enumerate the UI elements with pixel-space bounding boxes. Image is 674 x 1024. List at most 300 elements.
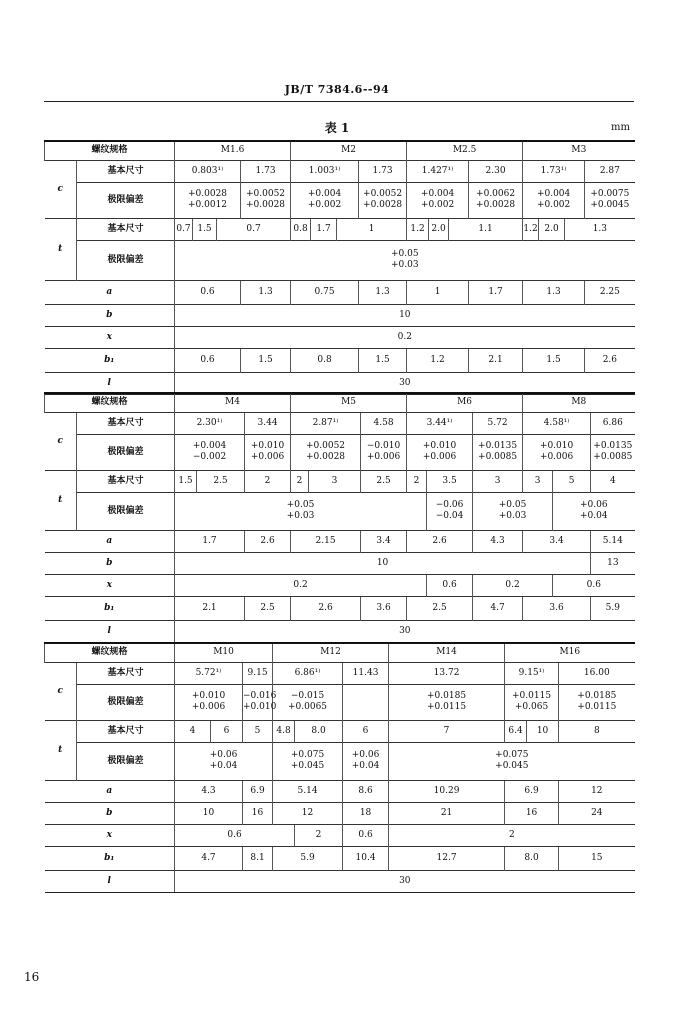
value-cell: 4.58¹⁾	[523, 412, 591, 434]
value-cell: 10.4	[343, 846, 389, 870]
value-cell: 2.87	[585, 160, 635, 182]
value-cell: 8.0	[505, 846, 559, 870]
limit-label: 极限偏差	[77, 240, 175, 280]
value-cell: 12.7	[389, 846, 505, 870]
value-cell: 1.2	[407, 348, 469, 372]
lower-deviation: +0.045	[290, 761, 325, 771]
value-cell: 6.4	[505, 720, 527, 742]
value-cell: 6.9	[505, 780, 559, 802]
upper-deviation: +0.075	[495, 750, 529, 760]
value-cell: 4.58	[361, 412, 407, 434]
value-cell: 5	[553, 470, 591, 492]
lower-deviation: +0.03	[286, 511, 315, 521]
value-cell: 3.5	[427, 470, 473, 492]
tolerance-cell	[473, 492, 553, 530]
size-heading: M5	[291, 393, 407, 412]
basic-label: 基本尺寸	[77, 662, 175, 684]
value-cell: 2.0	[429, 218, 449, 240]
value-cell: 8.1	[243, 846, 273, 870]
tolerance-cell	[359, 182, 407, 218]
value-cell: 9.15¹⁾	[505, 662, 559, 684]
value-cell: 2	[291, 470, 309, 492]
value-cell: 0.7	[175, 218, 193, 240]
tolerance-cell	[559, 684, 635, 720]
value-cell: 2	[295, 824, 343, 846]
tolerance-cell	[523, 182, 585, 218]
value-cell: 0.7	[217, 218, 291, 240]
symbol-t: t	[45, 218, 77, 280]
value-cell: 1.2	[523, 218, 539, 240]
lower-deviation: +0.0065	[288, 702, 328, 712]
value-cell: 2.5	[361, 470, 407, 492]
size-heading: M4	[175, 393, 291, 412]
spec-table-m4-to-m8	[44, 392, 635, 643]
value-cell: 0.2	[175, 326, 635, 348]
value-cell: 12	[273, 802, 343, 824]
value-cell: 1.2	[407, 218, 429, 240]
value-cell: 1	[337, 218, 407, 240]
value-cell: 2.6	[245, 530, 291, 552]
value-cell: 6	[343, 720, 389, 742]
value-cell: 3.6	[361, 596, 407, 620]
a-row	[45, 530, 635, 552]
upper-deviation: +0.010	[539, 441, 574, 451]
value-cell: 0.6	[175, 348, 241, 372]
c-basic-row	[45, 160, 635, 182]
value-cell: 0.6	[175, 824, 295, 846]
upper-deviation: +0.004	[536, 189, 571, 199]
upper-deviation: +0.05	[286, 500, 315, 510]
size-heading: M3	[523, 141, 635, 160]
value-cell: 2.30	[469, 160, 523, 182]
value-cell: 2.5	[197, 470, 245, 492]
size-heading: M12	[273, 643, 389, 662]
upper-deviation: +0.0052	[246, 189, 286, 199]
tolerance-cell	[343, 742, 389, 780]
value-cell: 1.7	[311, 218, 337, 240]
value-cell: 1	[407, 280, 469, 304]
lower-deviation: +0.002	[307, 200, 342, 210]
value-cell: 0.803¹⁾	[175, 160, 241, 182]
spec-table-m1-6-to-m3	[44, 140, 635, 395]
unit-label: mm	[611, 122, 630, 133]
value-cell: 30	[175, 870, 635, 892]
value-cell: 4	[591, 470, 635, 492]
value-cell: 16.00	[559, 662, 635, 684]
value-cell: 2.5	[407, 596, 473, 620]
value-cell: 2.15	[291, 530, 361, 552]
t-limit-row	[45, 240, 635, 280]
value-cell: 1.3	[241, 280, 291, 304]
value-cell: 2.1	[175, 596, 245, 620]
value-cell: 3.44¹⁾	[407, 412, 473, 434]
tolerance-cell	[291, 434, 361, 470]
lower-deviation: +0.0028	[306, 452, 346, 462]
value-cell: 3.6	[523, 596, 591, 620]
value-cell: 6	[211, 720, 243, 742]
symbol-l: l	[45, 372, 175, 394]
value-cell: 4.3	[175, 780, 243, 802]
l-row	[45, 372, 635, 394]
limit-label: 极限偏差	[77, 434, 175, 470]
tolerance-cell	[343, 684, 389, 720]
upper-deviation: +0.004	[420, 189, 455, 199]
value-cell: 3	[523, 470, 553, 492]
l-row	[45, 620, 635, 642]
tolerance-cell	[243, 684, 277, 720]
lower-deviation: +0.002	[420, 200, 455, 210]
upper-deviation: +0.05	[498, 500, 527, 510]
lower-deviation: +0.006	[366, 452, 401, 462]
value-cell: 0.6	[553, 574, 635, 596]
upper-deviation: +0.06	[580, 500, 608, 510]
lower-deviation: +0.04	[580, 511, 608, 521]
x-row	[45, 824, 635, 846]
value-cell: 1.5	[523, 348, 585, 372]
upper-deviation: −0.016	[243, 691, 277, 701]
value-cell: 2.6	[585, 348, 635, 372]
upper-deviation: +0.06	[351, 750, 380, 760]
lower-deviation: +0.006	[250, 452, 285, 462]
value-cell: 13	[591, 552, 635, 574]
tolerance-cell	[175, 434, 245, 470]
value-cell: 2.6	[291, 596, 361, 620]
lower-deviation: +0.0115	[577, 702, 617, 712]
value-cell: 2	[407, 470, 427, 492]
b1-row	[45, 348, 635, 372]
lower-deviation: +0.006	[191, 702, 226, 712]
symbol-a: a	[45, 530, 175, 552]
t-basic-row	[45, 720, 635, 742]
size-heading: M1.6	[175, 141, 291, 160]
size-heading: M16	[505, 643, 635, 662]
value-cell: 2	[245, 470, 291, 492]
upper-deviation: +0.0062	[476, 189, 516, 199]
lower-deviation: +0.0028	[363, 200, 403, 210]
spec-row	[45, 141, 635, 160]
page-number: 16	[24, 970, 40, 984]
basic-label: 基本尺寸	[77, 160, 175, 182]
lower-deviation: +0.0028	[476, 200, 516, 210]
lower-deviation: +0.045	[495, 761, 529, 771]
value-cell: 1.3	[359, 280, 407, 304]
value-cell: 0.6	[427, 574, 473, 596]
lower-deviation: +0.04	[209, 761, 238, 771]
lower-deviation: +0.0085	[593, 452, 633, 462]
symbol-a: a	[45, 780, 175, 802]
value-cell: 1.3	[565, 218, 635, 240]
tolerance-cell	[585, 182, 635, 218]
value-cell: 15	[559, 846, 635, 870]
value-cell: 10	[175, 802, 243, 824]
tolerance-cell	[175, 182, 241, 218]
value-cell: 7	[389, 720, 505, 742]
limit-label: 极限偏差	[77, 684, 175, 720]
upper-deviation: +0.06	[209, 750, 238, 760]
value-cell: 5.14	[591, 530, 635, 552]
document-header: JB/T 7384.6--94	[284, 83, 390, 96]
c-limit-row	[45, 684, 635, 720]
upper-deviation: +0.010	[422, 441, 457, 451]
tolerance-cell	[389, 684, 505, 720]
value-cell: 8.0	[295, 720, 343, 742]
lower-deviation: −0.002	[192, 452, 227, 462]
value-cell: 2.0	[539, 218, 565, 240]
c-basic-row	[45, 412, 635, 434]
symbol-x: x	[45, 326, 175, 348]
value-cell: 1.003¹⁾	[291, 160, 359, 182]
lower-deviation: +0.0012	[187, 200, 228, 210]
basic-label: 基本尺寸	[77, 470, 175, 492]
size-heading: M2.5	[407, 141, 523, 160]
symbol-x: x	[45, 824, 175, 846]
value-cell: 1.73	[359, 160, 407, 182]
lower-deviation: +0.03	[391, 260, 419, 270]
value-cell: 4.7	[175, 846, 243, 870]
lower-deviation: +0.03	[498, 511, 527, 521]
lower-deviation: +0.04	[351, 761, 380, 771]
tolerance-cell	[175, 240, 635, 280]
size-heading: M8	[523, 393, 635, 412]
lower-deviation: +0.065	[514, 702, 549, 712]
spec-row	[45, 643, 635, 662]
value-cell: 1.5	[241, 348, 291, 372]
upper-deviation: +0.004	[192, 441, 227, 451]
value-cell: 8	[559, 720, 635, 742]
header-rule	[44, 101, 634, 102]
b-row	[45, 802, 635, 824]
spec-label: 螺纹规格	[45, 393, 175, 412]
basic-label: 基本尺寸	[77, 218, 175, 240]
value-cell: 3.44	[245, 412, 291, 434]
symbol-a: a	[45, 280, 175, 304]
tolerance-cell	[389, 742, 635, 780]
value-cell: 6.86	[591, 412, 635, 434]
value-cell: 4	[175, 720, 211, 742]
value-cell: 24	[559, 802, 635, 824]
value-cell: 13.72	[389, 662, 505, 684]
tolerance-cell	[407, 434, 473, 470]
value-cell: 2.87¹⁾	[291, 412, 361, 434]
limit-label: 极限偏差	[77, 182, 175, 218]
symbol-b1: b₁	[45, 348, 175, 372]
value-cell: 2.30¹⁾	[175, 412, 245, 434]
value-cell: 3.4	[523, 530, 591, 552]
value-cell: 0.2	[175, 574, 427, 596]
value-cell: 1.7	[175, 530, 245, 552]
upper-deviation: +0.075	[290, 750, 325, 760]
lower-deviation: −0.04	[435, 511, 464, 521]
upper-deviation: +0.05	[391, 249, 419, 259]
symbol-t: t	[45, 720, 77, 780]
symbol-b1: b₁	[45, 596, 175, 620]
value-cell: 3.4	[361, 530, 407, 552]
x-row	[45, 574, 635, 596]
tolerance-cell	[505, 684, 559, 720]
value-cell: 10.29	[389, 780, 505, 802]
upper-deviation: +0.004	[307, 189, 342, 199]
value-cell: 2	[389, 824, 635, 846]
b1-row	[45, 846, 635, 870]
symbol-l: l	[45, 870, 175, 892]
tolerance-cell	[469, 182, 523, 218]
value-cell: 16	[505, 802, 559, 824]
value-cell: 1.7	[469, 280, 523, 304]
b-row	[45, 552, 635, 574]
spec-row	[45, 393, 635, 412]
upper-deviation: +0.0052	[306, 441, 346, 451]
symbol-l: l	[45, 620, 175, 642]
value-cell: 5.72¹⁾	[175, 662, 243, 684]
t-limit-row	[45, 742, 635, 780]
c-basic-row	[45, 662, 635, 684]
symbol-b: b	[45, 304, 175, 326]
value-cell: 0.6	[343, 824, 389, 846]
lower-deviation: +0.0045	[590, 200, 630, 210]
value-cell: 10	[175, 304, 635, 326]
value-cell: 5.14	[273, 780, 343, 802]
tolerance-cell	[175, 492, 427, 530]
tolerance-cell	[553, 492, 635, 530]
value-cell: 0.6	[175, 280, 241, 304]
value-cell: 18	[343, 802, 389, 824]
basic-label: 基本尺寸	[77, 720, 175, 742]
tolerance-cell	[591, 434, 635, 470]
t-basic-row	[45, 218, 635, 240]
size-heading: M14	[389, 643, 505, 662]
lower-deviation: +0.0085	[478, 452, 518, 462]
a-row	[45, 780, 635, 802]
value-cell: 5.9	[591, 596, 635, 620]
value-cell: 2.5	[245, 596, 291, 620]
value-cell: 0.8	[291, 348, 359, 372]
tolerance-cell	[175, 684, 243, 720]
limit-label: 极限偏差	[77, 492, 175, 530]
tolerance-cell	[241, 182, 291, 218]
lower-deviation: +0.0115	[427, 702, 467, 712]
spec-table-m10-to-m16	[44, 642, 635, 893]
value-cell: 3	[309, 470, 361, 492]
symbol-b: b	[45, 802, 175, 824]
lower-deviation: +0.010	[243, 702, 277, 712]
upper-deviation: +0.0075	[590, 189, 630, 199]
tolerance-cell	[361, 434, 407, 470]
symbol-x: x	[45, 574, 175, 596]
symbol-c: c	[45, 160, 77, 218]
b1-row	[45, 596, 635, 620]
value-cell: 3	[473, 470, 523, 492]
size-heading: M10	[175, 643, 273, 662]
upper-deviation: −0.010	[366, 441, 401, 451]
value-cell: 6.9	[243, 780, 273, 802]
upper-deviation: +0.0115	[512, 691, 552, 701]
limit-label: 极限偏差	[77, 742, 175, 780]
upper-deviation: +0.0052	[363, 189, 403, 199]
upper-deviation: +0.0185	[427, 691, 467, 701]
value-cell: 30	[175, 620, 635, 642]
value-cell: 1.1	[449, 218, 523, 240]
value-cell: 6.86¹⁾	[273, 662, 343, 684]
size-heading: M2	[291, 141, 407, 160]
x-row	[45, 326, 635, 348]
lower-deviation: +0.0028	[246, 200, 286, 210]
value-cell: 0.75	[291, 280, 359, 304]
value-cell: 4.7	[473, 596, 523, 620]
spec-label: 螺纹规格	[45, 141, 175, 160]
upper-deviation: +0.0135	[478, 441, 518, 451]
upper-deviation: +0.0135	[593, 441, 633, 451]
t-basic-row	[45, 470, 635, 492]
tolerance-cell	[407, 182, 469, 218]
value-cell: 1.3	[523, 280, 585, 304]
size-heading: M6	[407, 393, 523, 412]
lower-deviation: +0.002	[536, 200, 571, 210]
upper-deviation: +0.010	[191, 691, 226, 701]
symbol-c: c	[45, 662, 77, 720]
value-cell: 1.427¹⁾	[407, 160, 469, 182]
value-cell: 16	[243, 802, 273, 824]
tolerance-cell	[523, 434, 591, 470]
value-cell: 1.5	[193, 218, 217, 240]
value-cell: 1.5	[359, 348, 407, 372]
value-cell: 4.8	[273, 720, 295, 742]
value-cell: 5	[243, 720, 273, 742]
value-cell: 4.3	[473, 530, 523, 552]
symbol-c: c	[45, 412, 77, 470]
value-cell: 5.9	[273, 846, 343, 870]
tolerance-cell	[473, 434, 523, 470]
b-row	[45, 304, 635, 326]
value-cell: 1.5	[175, 470, 197, 492]
value-cell: 21	[389, 802, 505, 824]
value-cell: 30	[175, 372, 635, 394]
spec-label: 螺纹规格	[45, 643, 175, 662]
tolerance-cell	[245, 434, 291, 470]
a-row	[45, 280, 635, 304]
tolerance-cell	[427, 492, 473, 530]
lower-deviation: +0.006	[422, 452, 457, 462]
c-limit-row	[45, 182, 635, 218]
symbol-b1: b₁	[45, 846, 175, 870]
tolerance-cell	[291, 182, 359, 218]
upper-deviation: +0.0185	[577, 691, 617, 701]
tolerance-cell	[175, 742, 273, 780]
value-cell: 11.43	[343, 662, 389, 684]
value-cell: 12	[559, 780, 635, 802]
upper-deviation: −0.06	[435, 500, 464, 510]
upper-deviation: −0.015	[290, 691, 325, 701]
symbol-t: t	[45, 470, 77, 530]
value-cell: 5.72	[473, 412, 523, 434]
value-cell: 2.25	[585, 280, 635, 304]
value-cell: 10	[175, 552, 591, 574]
value-cell: 9.15	[243, 662, 273, 684]
tolerance-cell	[273, 684, 343, 720]
value-cell: 0.8	[291, 218, 311, 240]
value-cell: 8.6	[343, 780, 389, 802]
basic-label: 基本尺寸	[77, 412, 175, 434]
upper-deviation: +0.0028	[187, 189, 228, 199]
value-cell: 1.73¹⁾	[523, 160, 585, 182]
symbol-b: b	[45, 552, 175, 574]
value-cell: 2.6	[407, 530, 473, 552]
value-cell: 2.1	[469, 348, 523, 372]
l-row	[45, 870, 635, 892]
value-cell: 1.73	[241, 160, 291, 182]
table-title: 表 1	[324, 121, 350, 135]
upper-deviation: +0.010	[250, 441, 285, 451]
lower-deviation: +0.006	[539, 452, 574, 462]
